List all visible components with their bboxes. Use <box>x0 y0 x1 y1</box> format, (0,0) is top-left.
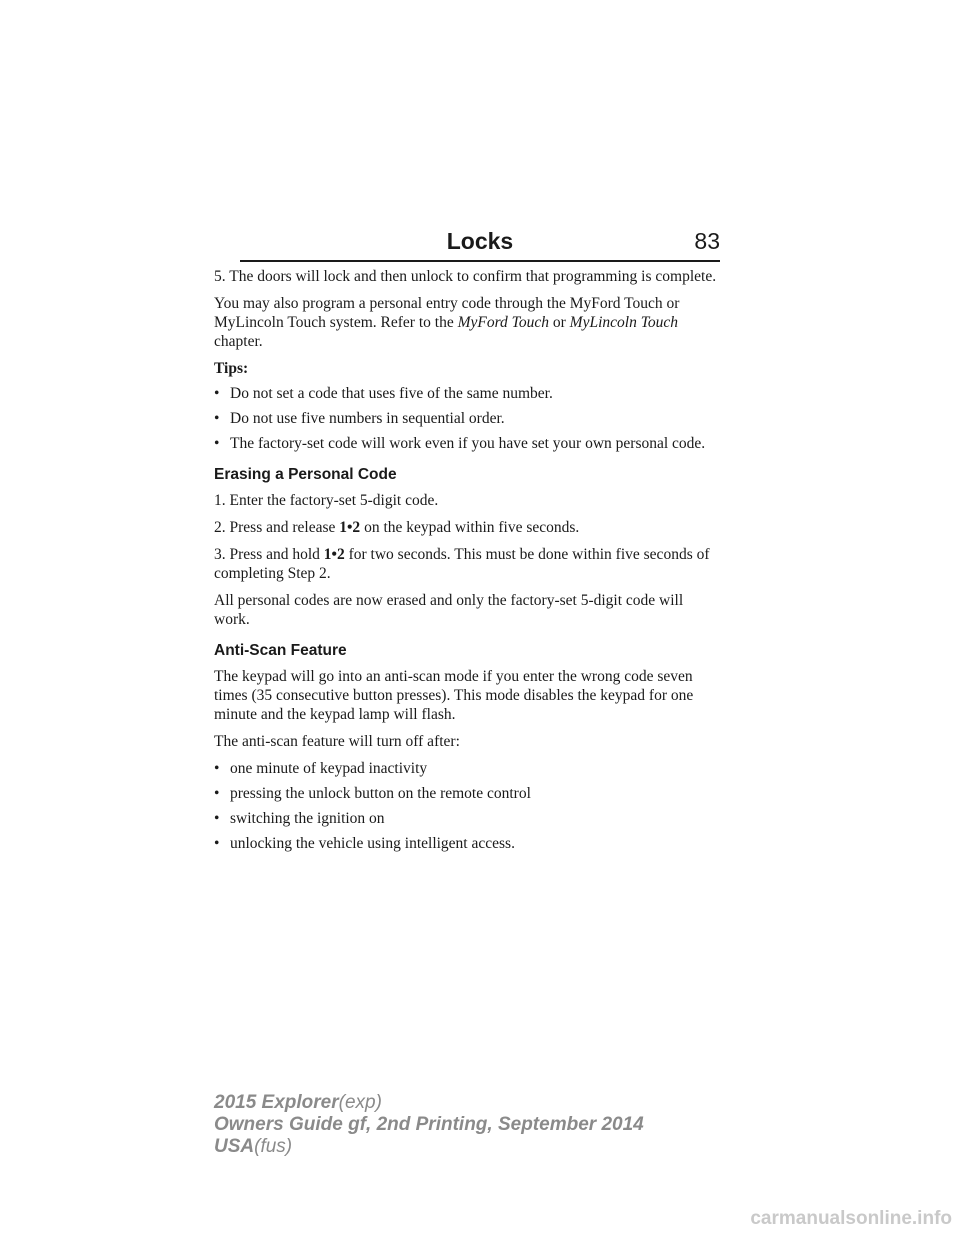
erase-step-3-text-a: 3. Press and hold <box>214 546 324 563</box>
paragraph-myford-text-b: or <box>549 314 570 331</box>
bullet-marker: • <box>214 435 220 452</box>
erase-step-3 <box>214 545 722 583</box>
erase-step-2-text-b: on the keypad within five seconds. <box>360 519 580 536</box>
list-item <box>214 384 722 403</box>
list-item-text: unlocking the vehicle using intelligent access. <box>230 835 515 852</box>
tips-label: Tips: <box>214 360 249 377</box>
footer-model-code: (exp) <box>338 1092 382 1113</box>
paragraph-myford-text-c: chapter. <box>214 333 263 350</box>
paragraph-step5: 5. The doors will lock and then unlock to confirm that programming is complete. <box>214 268 717 285</box>
page-number: 83 <box>694 228 720 254</box>
antiscan-description: The keypad will go into an anti-scan mode if you enter the wrong code seven times (35 consecutive button presses). This mode disables the keypad for one minute and the keypad lamp will flash. <box>214 668 694 723</box>
page-footer <box>214 1092 714 1158</box>
paragraph-myford <box>214 294 722 351</box>
paragraph-myford-text-a: You may also program a personal entry code through the MyFord Touch or MyLincoln Touch system. Refer to the <box>214 295 680 331</box>
erase-step-2 <box>214 518 722 537</box>
section-heading-erasing: Erasing a Personal Code <box>214 466 397 483</box>
myford-touch-ref: MyFord Touch <box>457 314 549 331</box>
list-item <box>214 759 722 778</box>
footer-region-code: (fus) <box>254 1136 293 1157</box>
watermark: carmanualsonline.info <box>750 1208 952 1229</box>
keypad-key-label: 1•2 <box>339 519 361 536</box>
list-item <box>214 409 722 428</box>
page-header <box>240 226 720 264</box>
list-item-text: pressing the unlock button on the remote control <box>230 785 531 802</box>
list-item <box>214 809 722 828</box>
page-content <box>214 267 722 859</box>
section-heading-antiscan: Anti-Scan Feature <box>214 642 347 659</box>
header-divider <box>240 260 720 262</box>
bullet-marker: • <box>214 760 220 777</box>
bullet-marker: • <box>214 810 220 827</box>
footer-guide: Owners Guide gf, 2nd Printing, September 2014 <box>214 1114 644 1135</box>
bullet-marker: • <box>214 835 220 852</box>
list-item-text: one minute of keypad inactivity <box>230 760 428 777</box>
bullet-marker: • <box>214 385 220 402</box>
footer-line-model <box>214 1092 714 1114</box>
bullet-marker: • <box>214 785 220 802</box>
erase-result: All personal codes are now erased and only the factory-set 5-digit code will work. <box>214 592 684 628</box>
list-item <box>214 434 722 453</box>
mylincoln-touch-ref: MyLincoln Touch <box>569 314 679 331</box>
antiscan-intro: The anti-scan feature will turn off after: <box>214 733 460 750</box>
footer-line-region <box>214 1136 714 1158</box>
erase-step-1: 1. Enter the factory-set 5-digit code. <box>214 492 439 509</box>
erase-step-2-text-a: 2. Press and release <box>214 519 340 536</box>
list-item-text: Do not set a code that uses five of the same number. <box>230 385 553 402</box>
list-item <box>214 784 722 803</box>
bullet-marker: • <box>214 410 220 427</box>
list-item-text: switching the ignition on <box>230 810 385 827</box>
list-item <box>214 834 722 853</box>
list-item-text: Do not use five numbers in sequential order. <box>230 410 505 427</box>
keypad-key-label: 1•2 <box>323 546 345 563</box>
erase-step-3-text-b: for two seconds. This must be done within five seconds of completing Step 2. <box>214 546 710 582</box>
list-item-text: The factory-set code will work even if you have set your own personal code. <box>230 435 706 452</box>
footer-model: 2015 Explorer <box>214 1092 339 1113</box>
footer-region: USA <box>214 1136 255 1157</box>
page-title: Locks <box>446 228 514 254</box>
